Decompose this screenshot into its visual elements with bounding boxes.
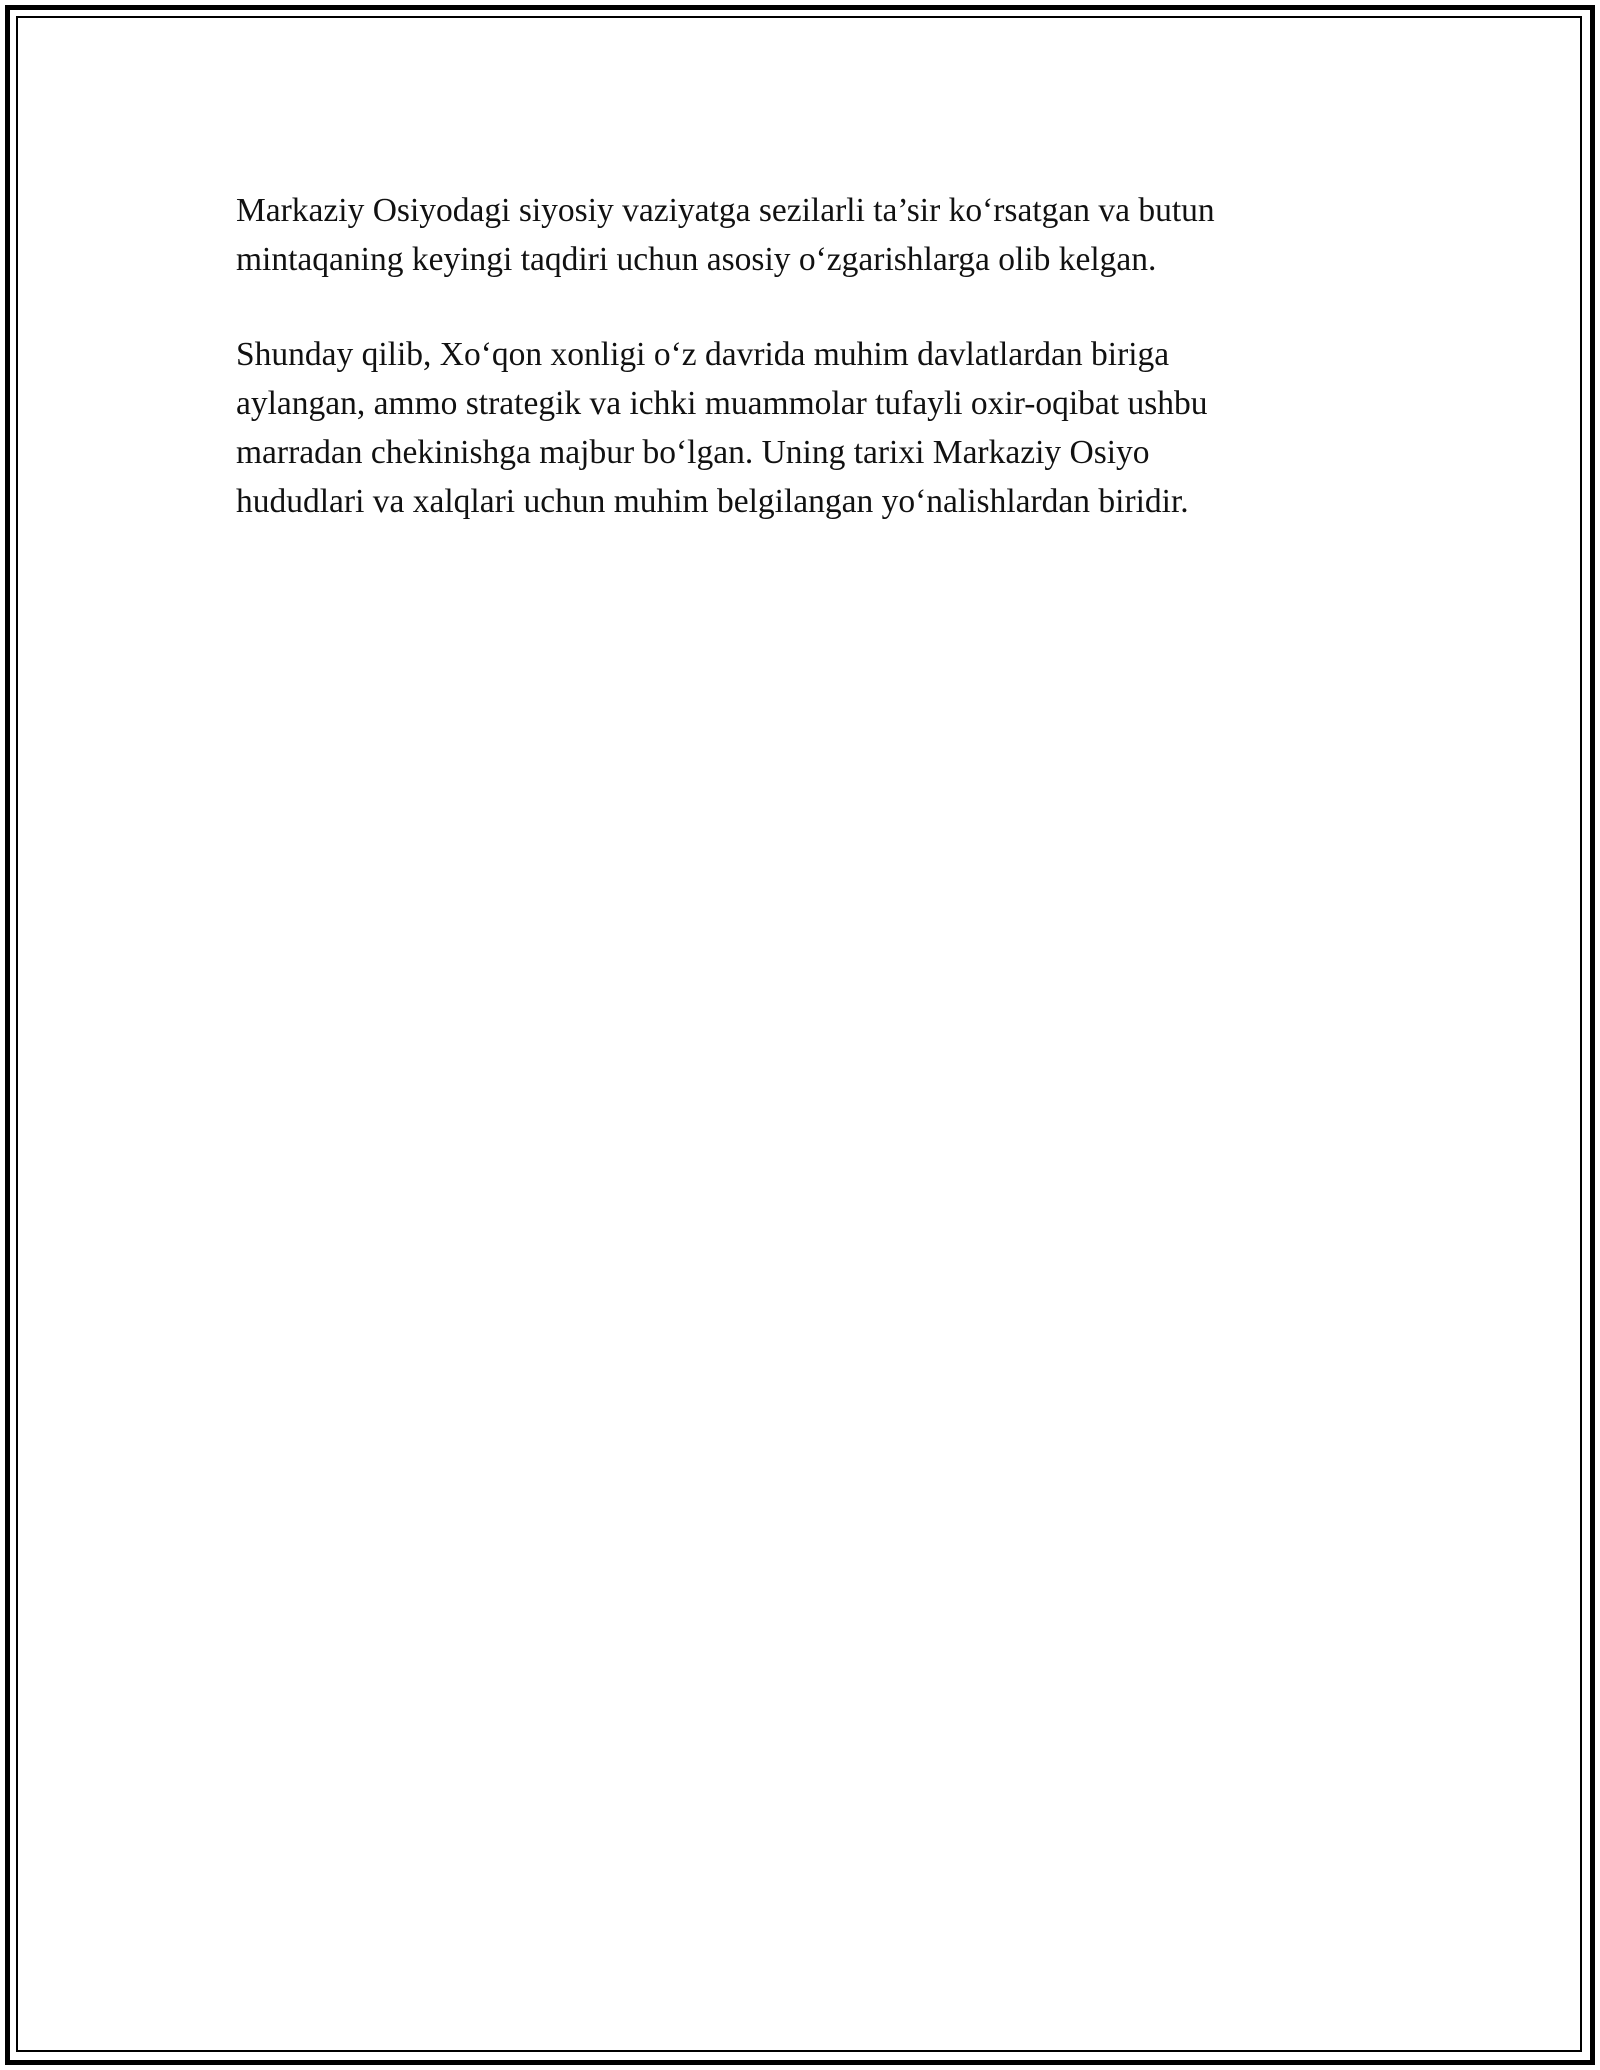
paragraph-2-line-3: marradan chekinishga majbur bo‘lgan. Uning tarixi Markaziy Osiyo [236, 434, 1150, 471]
paragraph-2 [236, 330, 1346, 526]
paragraph-2-line-1: Shunday qilib, Xo‘qon xonligi o‘z davrida muhim davlatlardan biriga [236, 336, 1170, 373]
paragraph-1 [236, 186, 1346, 284]
document-body [236, 186, 1346, 572]
paragraph-1-line-2: mintaqaning keyingi taqdiri uchun asosiy o‘zgarishlarga olib kelgan. [236, 241, 1157, 278]
paragraph-2-line-2: aylangan, ammo strategik va ichki muammolar tufayli oxir-oqibat ushbu [236, 385, 1208, 422]
paragraph-2-line-4: hududlari va xalqlari uchun muhim belgilangan yo‘nalishlardan biridir. [236, 483, 1189, 520]
paragraph-1-line-1: Markaziy Osiyodagi siyosiy vaziyatga sezilarli ta’sir ko‘rsatgan va butun [236, 192, 1215, 229]
